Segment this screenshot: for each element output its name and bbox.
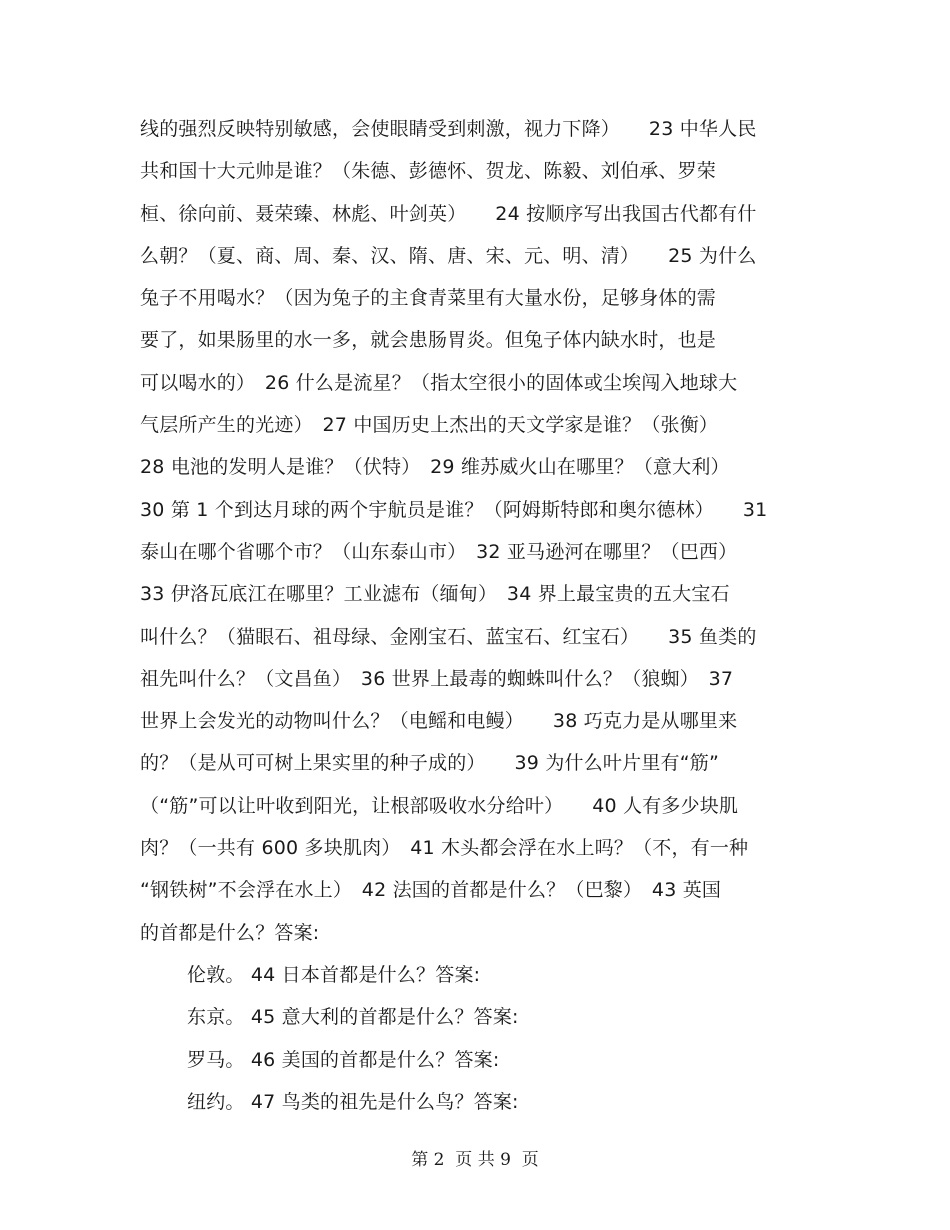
answer-line: 罗马。 46 美国的首都是什么？答案: [187, 1048, 500, 1071]
text-line: 28 电池的发明人是谁？（伏特） 29 维苏威火山在哪里？（意大利） [140, 456, 730, 479]
answer-line: 纽约。 47 鸟类的祖先是什么鸟？答案: [187, 1090, 519, 1113]
text-line: “钢铁树”不会浮在水上） 42 法国的首都是什么？（巴黎） 43 英国 [140, 879, 722, 902]
text-line: 线的强烈反映特别敏感，会使眼睛受到刺激，视力下降） 23 中华人民 [140, 118, 757, 140]
text-line: 33 伊洛瓦底江在哪里？工业滤布（缅甸） 34 界上最宝贵的五大宝石 [140, 583, 730, 606]
text-line: 共和国十大元帅是谁？（朱德、彭德怀、贺龙、陈毅、刘伯承、罗荣 [140, 160, 717, 183]
text-line: 泰山在哪个省哪个市？（山东泰山市） 32 亚马逊河在哪里？（巴西） [140, 540, 738, 563]
text-line: 要了，如果肠里的水一多，就会患肠胃炎。但兔子体内缺水时，也是 [140, 329, 717, 352]
text-line: 桓、徐向前、聂荣臻、林彪、叶剑英） 24 按顺序写出我国古代都有什 [140, 202, 757, 225]
text-line: 兔子不用喝水？（因为兔子的主食青菜里有大量水份，足够身体的需 [140, 287, 717, 310]
document-body [140, 108, 812, 1123]
text-line: 气层所产生的光迹） 27 中国历史上杰出的天文学家是谁？（张衡） [140, 414, 719, 437]
page-number-footer: 第 2 页 共 9 页 [411, 1150, 539, 1170]
text-line: 祖先叫什么？（文昌鱼） 36 世界上最毒的蜘蛛叫什么？（狼蜘） 37 [140, 667, 734, 690]
text-line: 30 第 1 个到达月球的两个宇航员是谁？（阿姆斯特郎和奥尔德林） 31 [140, 498, 768, 521]
text-line: 叫什么？（猫眼石、祖母绿、金刚宝石、蓝宝石、红宝石） 35 鱼类的 [140, 625, 757, 648]
text-line: 的首都是什么？答案: [140, 921, 320, 944]
text-line: 的？（是从可可树上果实里的种子成的） 39 为什么叶片里有“筋” [140, 752, 720, 775]
text-line: （“筋”可以让叶收到阳光，让根部吸收水分给叶） 40 人有多少块肌 [140, 794, 739, 817]
answer-line: 伦敦。 44 日本首都是什么？答案: [187, 963, 481, 986]
text-line: 么朝？（夏、商、周、秦、汉、隋、唐、宋、元、明、清） 25 为什么 [140, 244, 757, 267]
text-line: 肉？（一共有 600 多块肌肉） 41 木头都会浮在水上吗？（不，有一种 [140, 837, 749, 860]
answer-line: 东京。 45 意大利的首都是什么？答案: [187, 1006, 519, 1029]
text-line: 世界上会发光的动物叫什么？（电鳐和电鳗） 38 巧克力是从哪里来 [140, 710, 738, 733]
text-line: 可以喝水的） 26 什么是流星？（指太空很小的固体或尘埃闯入地球大 [140, 371, 738, 394]
